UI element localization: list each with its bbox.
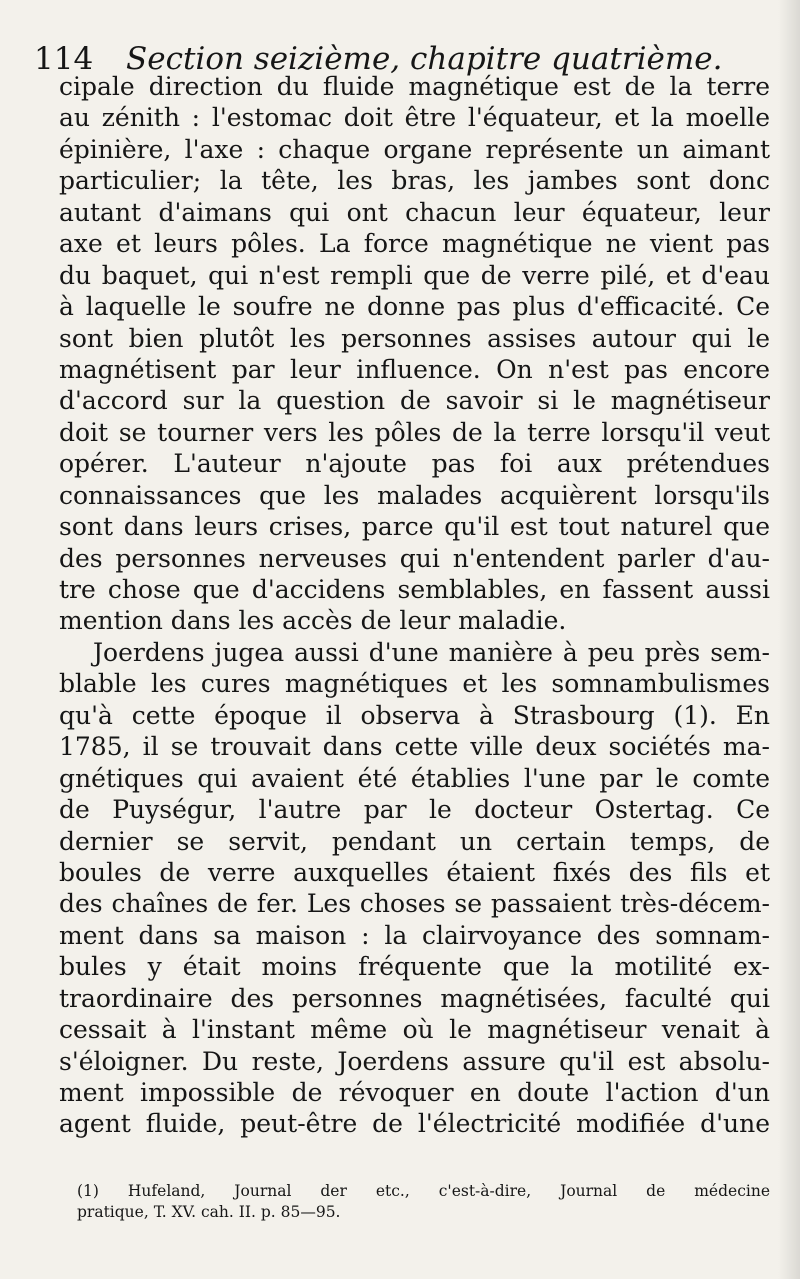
running-head-title: Section seizième, chapitre quatrième. <box>126 41 723 77</box>
text-line: dernier se servit, pendant un certain temps, de <box>59 826 770 856</box>
body-text <box>59 71 770 1140</box>
text-line: des personnes nerveuses qui n'entendent parler d'au- <box>59 543 770 573</box>
text-line: magnétisent par leur influence. On n'est pas encore <box>59 354 770 384</box>
text-line: de Puységur, l'autre par le docteur Ostertag. Ce <box>59 795 770 825</box>
footnote-line: (1) Hufeland, Journal der etc., c'est-à-dire, Journal de médecine <box>77 1182 770 1200</box>
text-line: particulier; la tête, les bras, les jambes sont donc <box>59 166 770 196</box>
page-gutter-shadow <box>778 0 800 1279</box>
text-line: boules de verre auxquelles étaient fixés des fils et <box>59 857 770 887</box>
text-line: cipale direction du fluide magnétique est de la terre <box>59 72 770 101</box>
page-number: 114 <box>34 41 94 77</box>
text-line: blable les cures magnétiques et les somnambulismes <box>59 669 770 699</box>
text-line: connaissances que les malades acquièrent lorsqu'ils <box>59 480 770 510</box>
text-line: gnétiques qui avaient été établies l'une par le comte <box>59 763 770 793</box>
text-line: épinière, l'axe : chaque organe représente un aimant <box>59 134 770 164</box>
text-line: ment dans sa maison : la clairvoyance des somnam- <box>59 920 770 950</box>
text-line: tre chose que d'accidens semblables, en fassent aussi <box>59 575 770 604</box>
text-line: 1785, il se trouvait dans cette ville deux sociétés ma- <box>59 732 770 762</box>
text-line: sont bien plutôt les personnes assises autour qui le <box>59 323 770 353</box>
paragraph-end-line: mention dans les accès de leur maladie. <box>59 606 567 636</box>
text-line: à laquelle le soufre ne donne pas plus d'efficacité. Ce <box>59 292 770 322</box>
text-line: bules y était moins fréquente que la motilité ex- <box>59 952 770 982</box>
text-line: autant d'aimans qui ont chacun leur équateur, leur <box>59 197 770 227</box>
text-line: s'éloigner. Du reste, Joerdens assure qu'il est absolu- <box>59 1046 770 1076</box>
text-line: du baquet, qui n'est rempli que de verre pilé, et d'eau <box>59 260 770 290</box>
text-line: des chaînes de fer. Les choses se passaient très-décem- <box>59 889 770 919</box>
text-line: agent fluide, peut-être de l'électricité modifiée d'une <box>59 1109 770 1139</box>
text-line: d'accord sur la question de savoir si le magnétiseur <box>59 386 770 416</box>
footnote <box>77 1181 770 1223</box>
text-line: axe et leurs pôles. La force magnétique ne vient pas <box>59 229 770 259</box>
text-line: au zénith : l'estomac doit être l'équateur, et la moelle <box>59 103 770 133</box>
text-line: sont dans leurs crises, parce qu'il est tout naturel que <box>59 512 770 542</box>
text-line: qu'à cette époque il observa à Strasbourg (1). En <box>59 700 770 730</box>
text-line: traordinaire des personnes magnétisées, faculté qui <box>59 983 770 1013</box>
text-line: ment impossible de révoquer en doute l'action d'un <box>59 1078 770 1107</box>
paragraph-start-line: Joerdens jugea aussi d'une manière à peu près sem- <box>93 637 770 667</box>
text-line: cessait à l'instant même où le magnétiseur venait à <box>59 1015 770 1045</box>
text-line: doit se tourner vers les pôles de la terre lorsqu'il veut <box>59 417 770 447</box>
text-line: opérer. L'auteur n'ajoute pas foi aux prétendues <box>59 449 770 479</box>
footnote-line: pratique, T. XV. cah. II. p. 85—95. <box>77 1203 341 1221</box>
